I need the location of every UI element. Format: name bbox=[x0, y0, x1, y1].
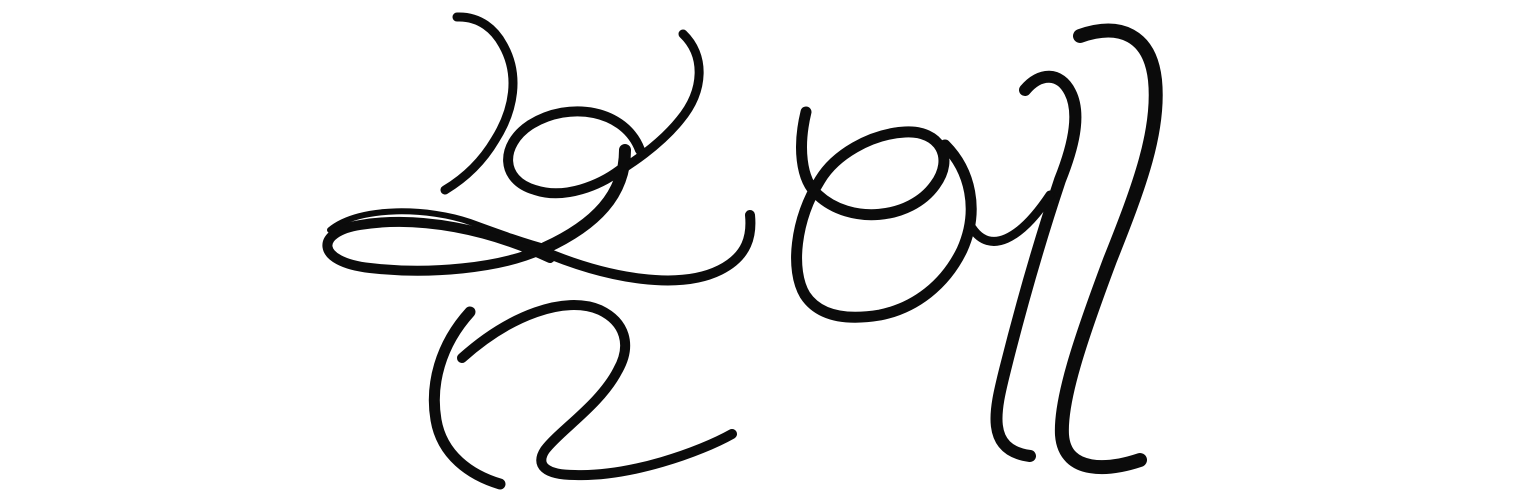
syllable-hong bbox=[327, 17, 750, 484]
stroke-el-circle bbox=[797, 112, 972, 317]
syllable-el bbox=[797, 31, 1156, 467]
stroke-hong-descender bbox=[545, 150, 625, 248]
stroke-hong-lower-arc bbox=[462, 305, 732, 475]
stroke-hong-top-left-hook bbox=[445, 17, 513, 190]
